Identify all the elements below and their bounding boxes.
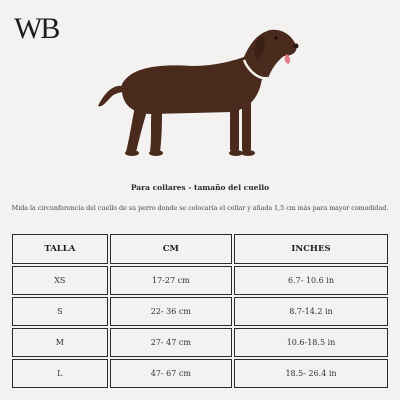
- inch-range: 18.5- 26.4 in: [234, 359, 388, 388]
- cm-range: 17-27 cm: [110, 266, 232, 295]
- size-guide-heading: Para collares - tamaño del cuello: [130, 183, 270, 192]
- header-talla: TALLA: [12, 234, 108, 264]
- table-row: [12, 266, 388, 295]
- table-header-row: [12, 234, 388, 264]
- brand-logo: WB: [14, 12, 59, 45]
- size-label: XS: [12, 266, 108, 295]
- cm-range: 22- 36 cm: [110, 297, 232, 326]
- size-label: L: [12, 359, 108, 388]
- table-row: [12, 359, 388, 388]
- inch-range: 8.7-14.2 in: [234, 297, 388, 326]
- dog-illustration: [92, 16, 304, 164]
- header-cm: CM: [110, 234, 232, 264]
- size-label: S: [12, 297, 108, 326]
- inch-range: 10.6-18.5 in: [234, 328, 388, 357]
- measure-instructions: Mida la circunferencia del cuello de su perro donde se colocaría el collar y añada 1,5 cm más para mayor comodidad.: [11, 205, 389, 212]
- table-row: [12, 328, 388, 357]
- header-inches: INCHES: [234, 234, 388, 264]
- size-table: [10, 232, 390, 390]
- size-label: M: [12, 328, 108, 357]
- cm-range: 27- 47 cm: [110, 328, 232, 357]
- cm-range: 47- 67 cm: [110, 359, 232, 388]
- table-row: [12, 297, 388, 326]
- inch-range: 6.7- 10.6 in: [234, 266, 388, 295]
